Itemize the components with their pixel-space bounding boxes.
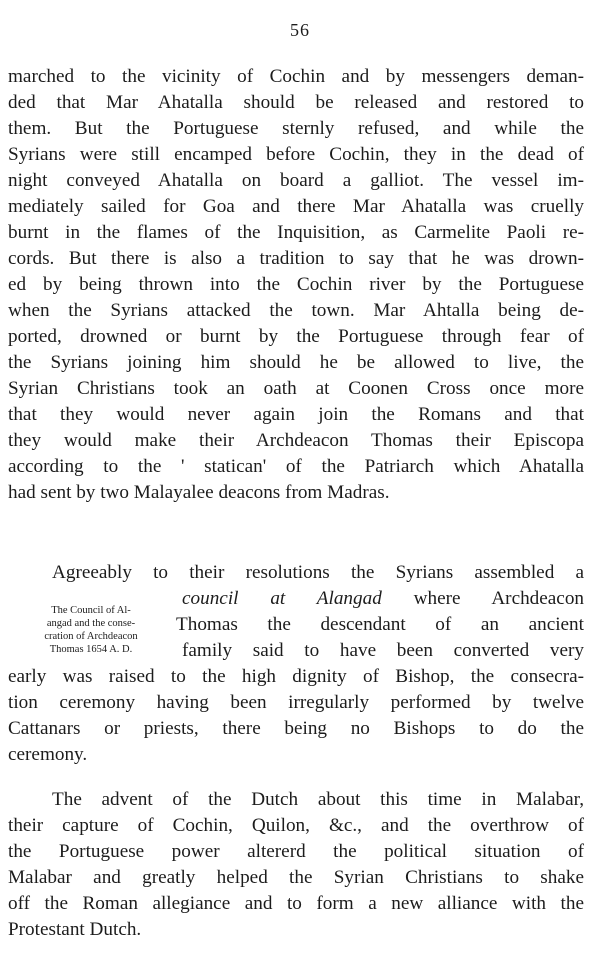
paragraph-1-line-10: when the Syrians attacked the town. Mar Ahtalla being de- (8, 300, 584, 321)
paragraph-2-line-5: early was raised to the high dignity of Bishop, the consecra- (8, 666, 584, 687)
page-number: 56 (290, 20, 310, 40)
side-note-line-3: cration of Archdeacon (44, 631, 138, 642)
council-at-alangad-phrase: council at Alangad (182, 588, 382, 609)
paragraph-2-line-8: ceremony. (8, 744, 88, 765)
paragraph-3-line-3: the Portuguese power altererd the political situation of (8, 841, 584, 862)
paragraph-2-line-6: tion ceremony having been irregularly performed by twelve (8, 692, 584, 713)
paragraph-3-line-5: off the Roman allegiance and to form a new alliance with the (8, 893, 584, 914)
paragraph-1-line-9: ed by being thrown into the Cochin river by the Portuguese (8, 274, 584, 295)
paragraph-3-line-1: The advent of the Dutch about this time in Malabar, (52, 789, 584, 810)
paragraph-1-line-13: Syrian Christians took an oath at Coonen Cross once more (8, 378, 584, 399)
paragraph-1-line-5: night conveyed Ahatalla on board a galliot. The vessel im- (8, 170, 584, 191)
paragraph-1-line-15: they would make their Archdeacon Thomas their Episcopa (8, 430, 584, 451)
paragraph-3-line-4: Malabar and greatly helped the Syrian Christians to shake (8, 867, 584, 888)
margin-side-note (6, 604, 176, 656)
paragraph-2-line-2-rest: where Archdeacon (413, 588, 585, 609)
paragraph-1-line-12: the Syrians joining him should he be allowed to live, the (8, 352, 584, 373)
paragraph-1-line-4: Syrians were still encamped before Cochin, they in the dead of (8, 144, 584, 165)
paragraph-2-line-1: Agreeably to their resolutions the Syrians assembled a (52, 562, 584, 583)
side-note-line-4: Thomas 1654 A. D. (49, 644, 133, 655)
paragraph-1-line-11: ported, drowned or burnt by the Portuguese through fear of (8, 326, 584, 347)
paragraph-1-line-7: burnt in the flames of the Inquisition, as Carmelite Paoli re- (8, 222, 584, 243)
paragraph-1-line-1: marched to the vicinity of Cochin and by messengers deman- (8, 66, 584, 87)
paragraph-2-line-4: family said to have been converted very (182, 640, 584, 661)
paragraph-3-line-6: Protestant Dutch. (8, 919, 142, 940)
paragraph-2-line-2 (182, 586, 584, 612)
paragraph-2-line-3: Thomas the descendant of an ancient (176, 614, 584, 635)
paragraph-1-line-8: cords. But there is also a tradition to say that he was drown- (8, 248, 584, 269)
paragraph-1-line-3: them. But the Portuguese sternly refused, and while the (8, 118, 584, 139)
side-note-line-1: The Council of Al- (51, 605, 131, 616)
paragraph-3-line-2: their capture of Cochin, Quilon, &c., and the overthrow of (8, 815, 584, 836)
side-note-line-2: angad and the conse- (46, 618, 136, 629)
paragraph-1-line-16: according to the ' statican' of the Patriarch which Ahatalla (8, 456, 584, 477)
paragraph-1-line-6: mediately sailed for Goa and there Mar Ahatalla was cruelly (8, 196, 584, 217)
paragraph-1-line-2: ded that Mar Ahatalla should be released and restored to (8, 92, 584, 113)
paragraph-2-line-7: Cattanars or priests, there being no Bishops to do the (8, 718, 584, 739)
paragraph-1-line-14: that they would never again join the Romans and that (8, 404, 584, 425)
paragraph-1-line-17: had sent by two Malayalee deacons from Madras. (8, 482, 390, 503)
